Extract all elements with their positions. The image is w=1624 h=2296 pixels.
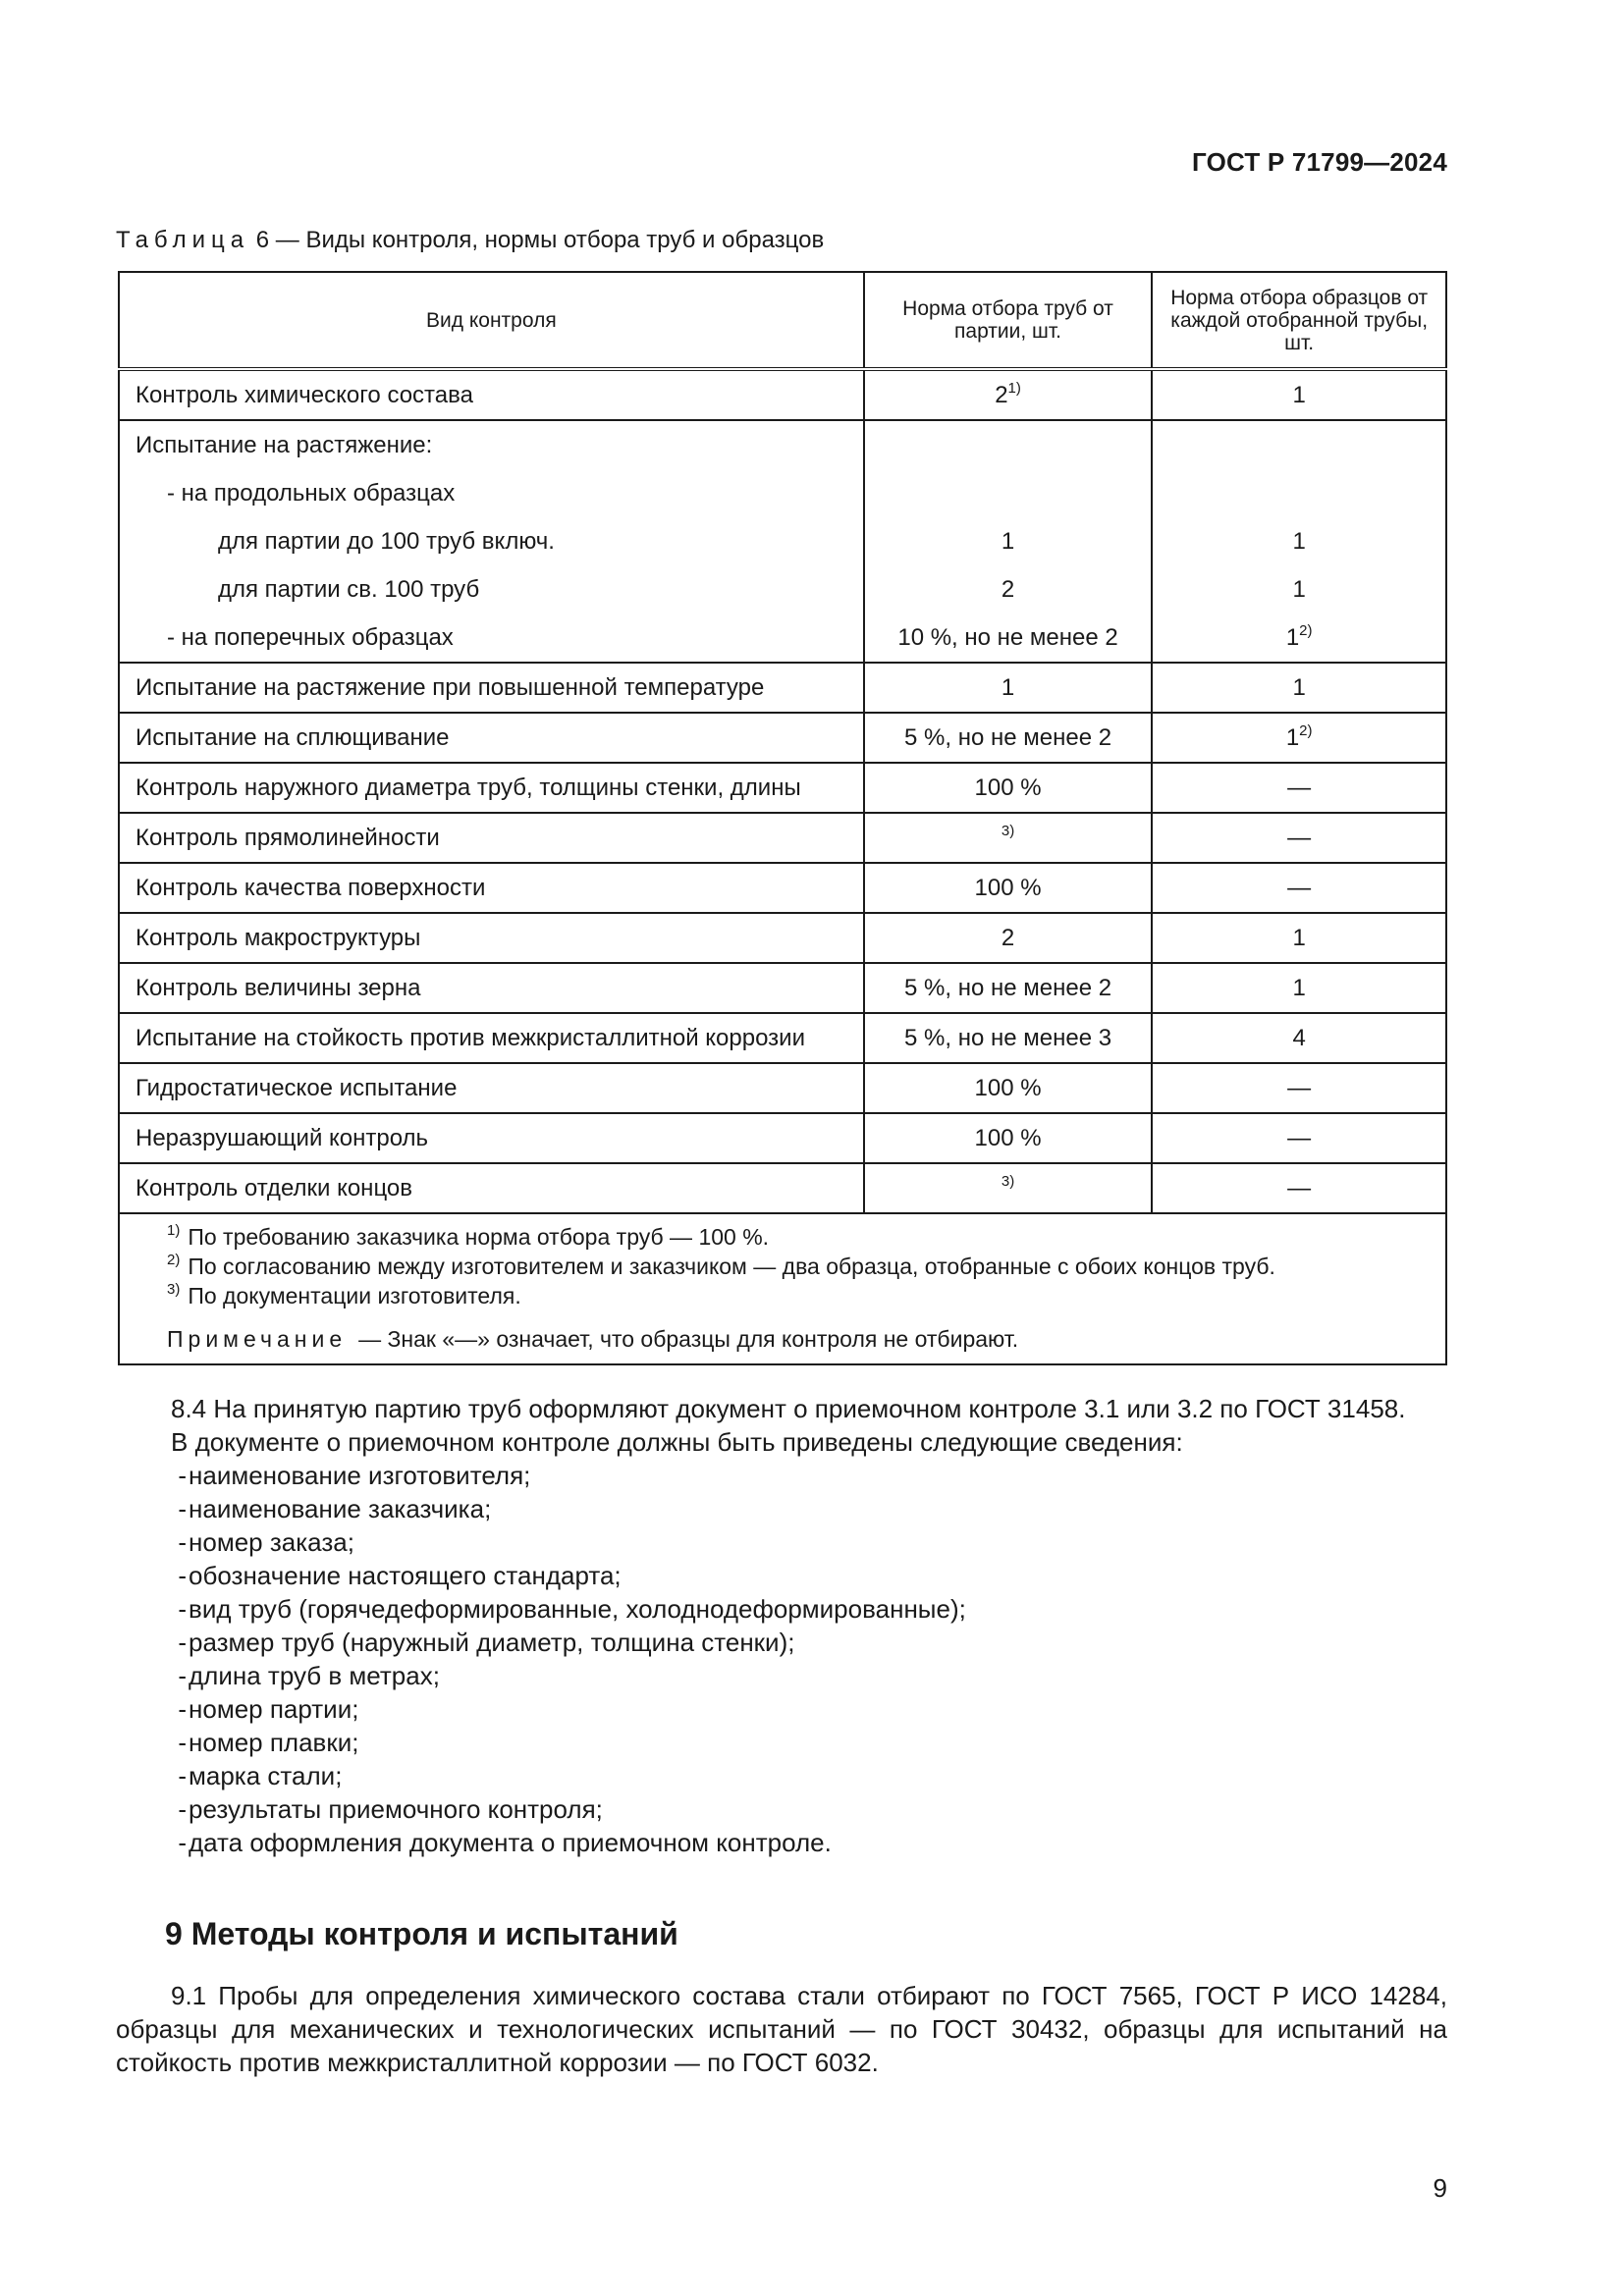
pipes-norm-cell: 100 %: [864, 763, 1153, 813]
table-row: [119, 565, 1446, 614]
list-item: - наименование заказчика;: [116, 1492, 1447, 1525]
control-type-cell: для партии св. 100 труб: [119, 565, 864, 614]
pipes-norm-cell: 1: [864, 517, 1153, 565]
list-item: - наименование изготовителя;: [116, 1459, 1447, 1492]
pipes-norm-cell: 2$^{1)}$: [864, 369, 1153, 420]
paragraph-8-4-intro: В документе о приемочном контроле должны быть приведены следующие сведения:: [171, 1427, 1183, 1457]
samples-norm-cell: —: [1152, 813, 1446, 863]
table-row: [119, 1113, 1446, 1163]
control-type-cell: Контроль макроструктуры: [119, 913, 864, 963]
section-8-4: [116, 1392, 1447, 1859]
table-header-row: [119, 272, 1446, 369]
list-item: - размер труб (наружный диаметр, толщина стенки);: [116, 1626, 1447, 1659]
samples-norm-cell: 1: [1152, 369, 1446, 420]
required-info-list: [116, 1459, 1447, 1859]
pipes-norm-cell: 100 %: [864, 863, 1153, 913]
table-row: [119, 963, 1446, 1013]
pipes-norm-cell: 5 %, но не менее 2: [864, 963, 1153, 1013]
column-header-control-type: Вид контроля: [119, 272, 864, 369]
pipes-norm-cell: [864, 469, 1153, 517]
table-row: [119, 614, 1446, 663]
table-row: [119, 1013, 1446, 1063]
list-item: - вид труб (горячедеформированные, холоднодеформированные);: [116, 1592, 1447, 1626]
pipes-norm-cell: [864, 420, 1153, 469]
pipes-norm-cell: 1: [864, 663, 1153, 713]
section-9-title: 9 Методы контроля и испытаний: [165, 1916, 678, 1951]
list-item: - номер партии;: [116, 1692, 1447, 1726]
control-type-cell: - на продольных образцах: [119, 469, 864, 517]
table-row: [119, 713, 1446, 763]
list-item: - номер плавки;: [116, 1726, 1447, 1759]
pipes-norm-cell: 5 %, но не менее 2: [864, 713, 1153, 763]
control-type-cell: Контроль прямолинейности: [119, 813, 864, 863]
table-row: [119, 863, 1446, 913]
table-note: [167, 1324, 1445, 1354]
control-type-cell: Испытание на растяжение:: [119, 420, 864, 469]
control-type-cell: Контроль величины зерна: [119, 963, 864, 1013]
table-row: [119, 1063, 1446, 1113]
paragraph-9-1: 9.1 Пробы для определения химического состава стали отбирают по ГОСТ 7565, ГОСТ Р ИСО 14284, образцы для механических и технологических испытаний — по ГОСТ 30432, образцы для испытаний на стойкость против межкристаллитной коррозии — по ГОСТ 6032.: [116, 1981, 1447, 2077]
note-label: Примечание: [167, 1326, 348, 1352]
list-item: - дата оформления документа о приемочном контроле.: [116, 1826, 1447, 1859]
document-code: ГОСТ Р 71799—2024: [1192, 147, 1447, 177]
table-caption-label: Таблица: [116, 227, 250, 253]
paragraph-8-4: 8.4 На принятую партию труб оформляют документ о приемочном контроле 3.1 или 3.2 по ГОСТ 31458.: [171, 1394, 1406, 1423]
section-9-1: [116, 1979, 1447, 2079]
pipes-norm-cell: 5 %, но не менее 3: [864, 1013, 1153, 1063]
list-item: - марка стали;: [116, 1759, 1447, 1792]
table-row: [119, 369, 1446, 420]
table-footnotes-row: [119, 1213, 1446, 1364]
pipes-norm-cell: 100 %: [864, 1063, 1153, 1113]
pipes-norm-cell: 2: [864, 913, 1153, 963]
note-text: — Знак «—» означает, что образцы для контроля не отбирают.: [358, 1326, 1019, 1352]
column-header-pipes-norm: Норма отбора труб от партии, шт.: [864, 272, 1153, 369]
samples-norm-cell: —: [1152, 1063, 1446, 1113]
table-row: [119, 469, 1446, 517]
list-item: - длина труб в метрах;: [116, 1659, 1447, 1692]
footnote-2: $^{2)}$ По согласованию между изготовителем и заказчиком — два образца, отобранные с обоих концов труб.: [167, 1252, 1275, 1279]
samples-norm-cell: 1: [1152, 663, 1446, 713]
table-caption-text: 6 — Виды контроля, нормы отбора труб и образцов: [255, 227, 825, 253]
pipes-norm-cell: 2: [864, 565, 1153, 614]
table-row: [119, 663, 1446, 713]
table-row: [119, 517, 1446, 565]
table-row: [119, 813, 1446, 863]
footnote-1: $^{1)}$ По требованию заказчика норма отбора труб — 100 %.: [167, 1222, 770, 1250]
control-type-cell: Испытание на стойкость против межкристаллитной коррозии: [119, 1013, 864, 1063]
page-number: 9: [1433, 2173, 1447, 2203]
pipes-norm-cell: 3): [864, 813, 1153, 863]
samples-norm-cell: 1: [1152, 963, 1446, 1013]
control-type-cell: - на поперечных образцах: [119, 614, 864, 663]
pipes-norm-cell: 100 %: [864, 1113, 1153, 1163]
control-type-cell: Испытание на сплющивание: [119, 713, 864, 763]
column-header-samples-norm: Норма отбора образцов от каждой отобранной трубы, шт.: [1152, 272, 1446, 369]
control-type-cell: для партии до 100 труб включ.: [119, 517, 864, 565]
samples-norm-cell: 1: [1152, 565, 1446, 614]
samples-norm-cell: [1152, 469, 1446, 517]
control-type-cell: Контроль отделки концов: [119, 1163, 864, 1213]
footnotes-cell: [119, 1213, 1446, 1364]
pipes-norm-cell: 3): [864, 1163, 1153, 1213]
control-type-cell: Контроль наружного диаметра труб, толщины стенки, длины: [119, 763, 864, 813]
control-table: [118, 271, 1447, 1365]
table-row: [119, 913, 1446, 963]
samples-norm-cell: 1$^{2)}$: [1152, 713, 1446, 763]
samples-norm-cell: 1: [1152, 913, 1446, 963]
samples-norm-cell: —: [1152, 1113, 1446, 1163]
samples-norm-cell: 1$^{2)}$: [1152, 614, 1446, 663]
list-item: - номер заказа;: [116, 1525, 1447, 1559]
table-row: [119, 763, 1446, 813]
samples-norm-cell: 1: [1152, 517, 1446, 565]
samples-norm-cell: —: [1152, 1163, 1446, 1213]
control-type-cell: Контроль качества поверхности: [119, 863, 864, 913]
table-row: [119, 1163, 1446, 1213]
control-type-cell: Неразрушающий контроль: [119, 1113, 864, 1163]
samples-norm-cell: —: [1152, 863, 1446, 913]
table-caption: [116, 227, 824, 254]
samples-norm-cell: 4: [1152, 1013, 1446, 1063]
control-type-cell: Гидростатическое испытание: [119, 1063, 864, 1113]
list-item: - обозначение настоящего стандарта;: [116, 1559, 1447, 1592]
list-item: - результаты приемочного контроля;: [116, 1792, 1447, 1826]
control-type-cell: Контроль химического состава: [119, 369, 864, 420]
control-type-cell: Испытание на растяжение при повышенной температуре: [119, 663, 864, 713]
footnote-3: $^{3)}$ По документации изготовителя.: [167, 1281, 521, 1308]
samples-norm-cell: —: [1152, 763, 1446, 813]
table-row: [119, 420, 1446, 469]
pipes-norm-cell: 10 %, но не менее 2: [864, 614, 1153, 663]
samples-norm-cell: [1152, 420, 1446, 469]
